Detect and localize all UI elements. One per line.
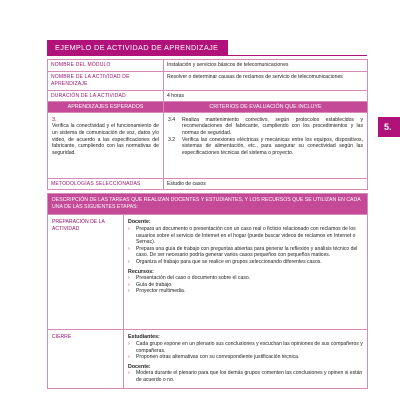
criterio-item <box>168 137 363 157</box>
chevron-right-icon: › <box>128 288 130 295</box>
info-row-modulo <box>48 60 368 72</box>
criterio-text: Verifica las conexiones eléctricas y mecánicas entre los equipos, dispositivos, sistemas de alimentación, etc., para asegurar su conectividad según las especificaciones técnicas del sistema o proyecto. <box>182 136 363 156</box>
aprendizaje-text: Verifica la conectividad y el funcionamiento de un sistema de comunicación de voz, datos y/o video, de acuerdo a las especificaciones del fabricante, cumpliendo con las normativas de seguridad. <box>52 123 159 156</box>
info-table <box>47 59 368 190</box>
cierre-cell <box>124 330 368 388</box>
description-band <box>48 194 368 215</box>
value-metodologias: Estudio de casos <box>164 178 368 190</box>
preparacion-row <box>48 215 368 330</box>
criterio-number: 3.4 <box>168 116 176 123</box>
list-item: › Cada grupo expone en un plenario sus conclusiones y escuchan las opiniones de sus compañeros y compañeras. <box>128 340 363 354</box>
label-modulo: NOMBRE DEL MÓDULO <box>48 60 164 72</box>
chevron-right-icon: › <box>128 258 130 265</box>
metodologias-row <box>48 178 368 190</box>
chevron-right-icon: › <box>128 354 130 361</box>
aprendizaje-row <box>48 112 368 178</box>
columns-header <box>48 102 368 113</box>
list-item: › Prepara un documento o presentación con un caso real o ficticio relacionado con reclamos de los usuarios sobre el servicio de Internet en el hogar (puede buscar videos de reclamos en Internet o Sernac). <box>128 225 356 246</box>
label-metodologias: METODOLOGÍAS SELECCIONADAS <box>48 178 164 190</box>
chevron-right-icon: › <box>128 225 130 232</box>
list-item: › Modera durante el plenario para que los demás grupos comenten las conclusiones y opinen si están de acuerdo o no. <box>128 370 363 383</box>
value-modulo: Instalación y servicios básicos de telecomunicaciones <box>164 60 368 72</box>
chevron-right-icon: › <box>128 281 130 288</box>
col-criterios: CRITERIOS DE EVALUACIÓN QUE INCLUYE <box>164 102 368 113</box>
col-aprendizajes: APRENDIZAJES ESPERADOS <box>48 102 164 113</box>
aprendizaje-cell <box>48 112 164 178</box>
title-rule <box>47 55 367 56</box>
page-title: EJEMPLO DE ACTIVIDAD DE APRENDIZAJE <box>47 40 228 55</box>
docente-heading: Docente: <box>128 363 151 370</box>
recursos-heading: Recursos: <box>128 268 154 275</box>
aprendizaje-number: 3. <box>52 116 57 123</box>
section-number-tab: 5. <box>378 117 400 137</box>
tasks-table <box>47 193 368 388</box>
list-item: › Presentación del caso o documento sobre el caso. <box>128 275 251 282</box>
cierre-row <box>48 330 368 388</box>
description-band-text: DESCRIPCIÓN DE LAS TAREAS QUE REALIZAN DOCENTES Y ESTUDIANTES, Y LOS RECURSOS QUE SE UTILIZAN EN CADA UNA DE LAS SIGUIENTES ETAPAS: <box>48 194 368 215</box>
preparacion-cell <box>124 215 368 330</box>
criterios-cell <box>164 112 368 178</box>
label-duracion: DURACIÓN DE LA ACTIVIDAD <box>48 90 164 102</box>
chevron-right-icon: › <box>128 275 130 282</box>
label-cierre: CIERRE <box>48 330 124 388</box>
info-row-duracion <box>48 90 368 102</box>
list-item: › Prepara una guía de trabajo con preguntas abiertas para generar la reflexión y análisis técnico del caso. De ser necesario podría generar varios casos pequeños con pequeños matices. <box>128 245 358 259</box>
chevron-right-icon: › <box>128 370 130 377</box>
criterio-number: 3.2 <box>168 136 176 143</box>
chevron-right-icon: › <box>128 245 130 252</box>
value-duracion: 4 horas <box>164 90 368 102</box>
list-item: › Guía de trabajo. <box>128 281 173 288</box>
value-actividad: Resolver o determinar causas de reclamos de servicio de telecomunicaciones <box>164 71 368 90</box>
activity-sheet <box>47 37 367 389</box>
criterio-text: Realiza mantenimiento correctivo, según protocolos establecidos y recomendaciones del fabricante, cumpliendo con los procedimientos y las normas de seguridad. <box>182 116 363 136</box>
criterio-item <box>168 117 363 137</box>
list-item: › Proponen otras alternativas con su correspondiente justificación técnica. <box>128 354 300 361</box>
chevron-right-icon: › <box>128 340 130 347</box>
estudiantes-heading: Estudiantes: <box>128 334 160 341</box>
info-row-actividad <box>48 71 368 90</box>
list-item: › Proyector multimedia. <box>128 288 186 295</box>
label-actividad: NOMBRE DE LA ACTIVIDAD DE APRENDIZAJE <box>48 71 164 90</box>
label-preparacion: PREPARACIÓN DE LA ACTIVIDAD <box>48 215 124 330</box>
docente-heading: Docente: <box>128 219 151 226</box>
list-item: › Organiza el trabajo para que se realice en grupos seleccionando diferentes casos. <box>128 258 322 265</box>
